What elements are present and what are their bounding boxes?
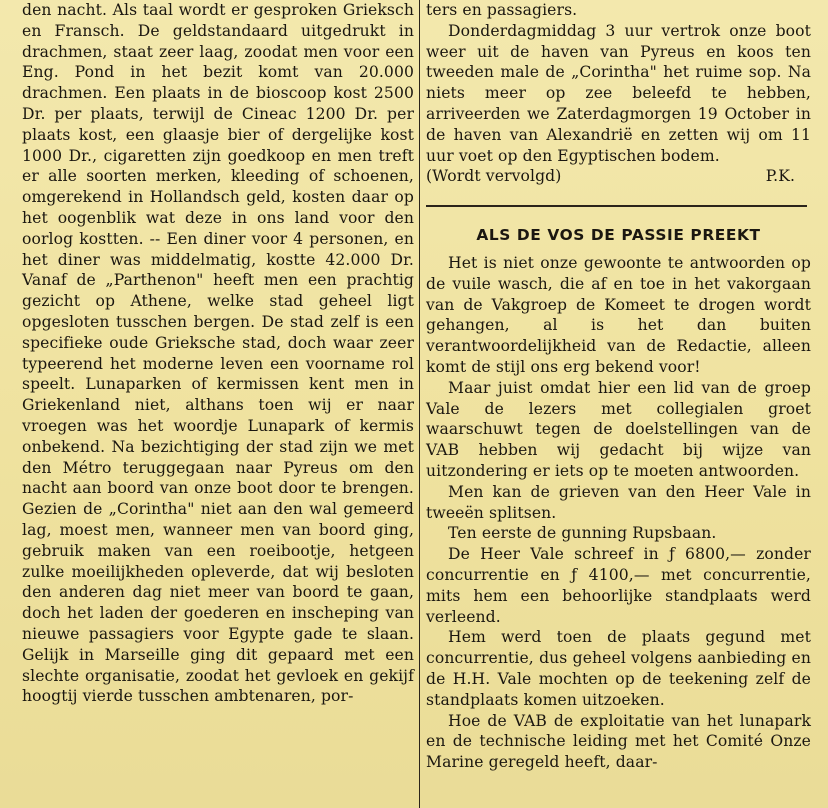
article-paragraph: Hem werd toen de plaats gegund met concurrentie, dus geheel volgens aanbieding en de H.H. Vale mochten op de teekening zelf de standplaats komen uitzoeken. [426,628,811,709]
travel-article-paragraph: Donderdagmiddag 3 uur vertrok onze boot weer uit de haven van Pyreus en koos ten tweeden male de „Corintha" het ruime sop. Na niets meer op zee beleefd te hebben, arriveerden we Zaterdagmorgen 19 October in de haven van Alexandrië en zetten wij om 11 uur voet op den Egyptischen bodem. [426,21,811,165]
travel-article-continuation-end: ters en passagiers. [426,1,578,19]
article-separator [426,205,807,207]
to-be-continued-note: (Wordt vervolgd) [426,167,562,186]
article-paragraph: De Heer Vale schreef in ƒ 6800,— zonder concurrentie en ƒ 4100,— met concurrentie, mits hem een behoorlijke standplaats werd verleend. [426,545,811,626]
travel-article-continuation: den nacht. Als taal wordt er gesproken Grieksch en Fransch. De geldstandaard uitgedrukt in drachmen, staat zeer laag, zoodat men voor een Eng. Pond in het bezit komt van 20.000 drachmen. Een plaats in de bioscoop kost 2500 Dr. per plaats, terwijl de Cineac 1200 Dr. per plaats kost, een glaasje bier of dergelijke kost 1000 Dr., cigaretten zijn goedkoop en men treft er alle soorten merken, kleeding of schoenen, omgerekend in Hollandsch geld, kosten daar op het oogenblik wat deze in ons land voor den oorlog kostten. -- Een diner voor 4 personen, en het diner was middelmatig, kostte 42.000 Dr. Vanaf de „Parthenon" heeft men een prachtig gezicht op Athene, welke stad geheel ligt opgesloten tusschen bergen. De stad zelf is een specifieke oude Grieksche stad, doch waar zeer typeerend het moderne leven een voorname rol speelt. Lunaparken of kermissen kent men in Griekenland niet, althans toen wij er naar vroegen was het woordje Lunapark of kermis onbekend. Na bezichtiging der stad zijn we met den Métro teruggegaan naar Pyreus om den nacht aan boord van onze boot door te brengen. Gezien de „Corintha" niet aan den wal gemeerd lag, moest men, wanneer men van boord ging, gebruik maken van een roeibootje, hetgeen zulke moeilijkheden opleverde, dat wij besloten den anderen dag niet meer van boord te gaan, doch het laden der goederen en inscheping van nieuwe passagiers voor Egypte gade te slaan. Gelijk in Marseille ging dit gepaard met een slechte organisatie, zoodat het gevloek en gekijf hoogtij vierde tusschen ambtenaren, por- [22,1,414,706]
column-divider [419,0,420,808]
article-paragraph: Maar juist omdat hier een lid van de groep Vale de lezers met collegialen groet waarschuwt tegen de doelstellingen van de VAB hebben wij gedacht bij wijze van uitzondering er iets op te moeten antwoorden. [426,378,811,480]
article-paragraph: Hoe de VAB de exploitatie van het lunapark en de technische leiding met het Comité Onze Marine geregeld heeft, daar- [426,711,811,772]
article-signature-line [426,166,811,187]
article-paragraph: Ten eerste de gunning Rupsbaan. [448,524,717,543]
author-initials: P.K. [765,167,795,186]
article-paragraph: Men kan de grieven van den Heer Vale in tweeën splitsen. [426,482,811,522]
article-paragraph: Het is niet onze gewoonte te antwoorden op de vuile wasch, die af en toe in het vakorgaan van de Vakgroep de Komeet te drogen wordt gehangen, al is het dan buiten verantwoordelijkheid van de Redactie, alleen komt de stijl ons erg bekend voor! [426,253,811,376]
article-headline: ALS DE VOS DE PASSIE PREEKT [476,226,761,245]
right-column [426,0,811,808]
left-column [22,0,414,808]
